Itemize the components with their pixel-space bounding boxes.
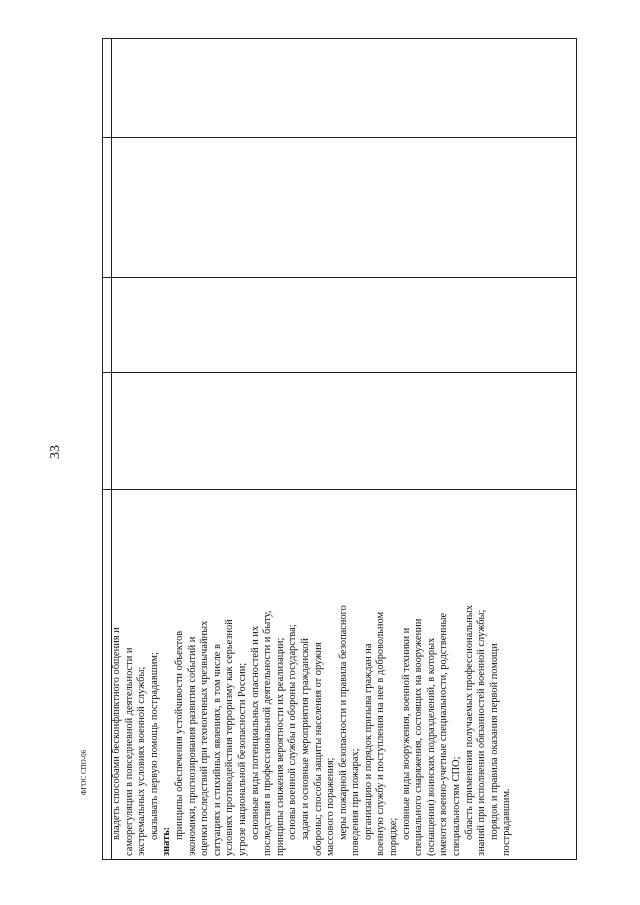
- text-line: специальностям СПО;: [451, 756, 463, 856]
- text-line: имеются военно-учетные специальности, родственные: [438, 612, 450, 856]
- text-line: организацию и порядок призыва граждан на: [362, 643, 374, 840]
- text-line: поведения при пожарах;: [350, 748, 362, 856]
- text-line: знаний при исполнении обязанностей военной службы;: [476, 609, 488, 856]
- text-line: область применения получаемых профессиональных: [463, 605, 475, 840]
- text-line: оказывать первую помощь пострадавшим;: [148, 652, 160, 840]
- text-line: обороны; способы защиты населения от оружия: [312, 642, 324, 856]
- text-line: условиях противодействия терроризму как серьезной: [224, 619, 236, 856]
- text-line: оценки последствий при техногенных чрезвычайных: [199, 620, 211, 856]
- text-line: принципы снижения вероятности их реализации;: [274, 637, 286, 856]
- text-line: задачи и основные мероприятия гражданской: [299, 638, 311, 840]
- document-footer: ФГОС СПО-06: [80, 749, 88, 795]
- text-line: основные виды вооружения, военной техники и: [400, 627, 412, 840]
- text-line: массового поражения;: [325, 757, 337, 856]
- text-line: пострадавшим.: [501, 788, 513, 856]
- text-line: последствия в профессиональной деятельности и быту,: [262, 610, 274, 856]
- text-line: специального снаряжения, состоящих на вооружении: [413, 618, 425, 856]
- text-line: военную службу и поступления на нее в добровольном: [375, 611, 387, 856]
- table-border: [103, 277, 576, 278]
- text-line: основы военной службы и обороны государства;: [287, 624, 299, 840]
- text-line: принципы обеспечения устойчивости объектов: [173, 630, 185, 840]
- table-border: [103, 137, 576, 138]
- text-line: экстремальных условиях военной службы;: [136, 666, 148, 856]
- text-line: знать:: [161, 826, 173, 856]
- page-number: 33: [48, 445, 63, 459]
- text-line: угрозе национальной безопасности России;: [236, 662, 248, 856]
- table-border: [103, 372, 576, 373]
- text-line: меры пожарной безопасности и правила безопасного: [337, 605, 349, 840]
- text-line: порядке;: [388, 817, 400, 856]
- text-line: (оснащении) воинских подразделений, в которых: [425, 637, 437, 856]
- text-line: саморегуляции в повседневной деятельности и: [123, 647, 135, 856]
- text-line: владеть способами бесконфликтного общения и: [111, 627, 122, 840]
- text-line: экономики, прогнозирования развития событий и: [186, 636, 198, 856]
- cell-text: [111, 501, 571, 856]
- table-border: [103, 489, 576, 490]
- text-line: порядок и правила оказания первой помощи: [488, 643, 500, 840]
- text-line: основные виды потенциальных опасностей и их: [249, 625, 261, 840]
- text-line: ситуациях и стихийных явлениях, в том числе в: [211, 644, 223, 856]
